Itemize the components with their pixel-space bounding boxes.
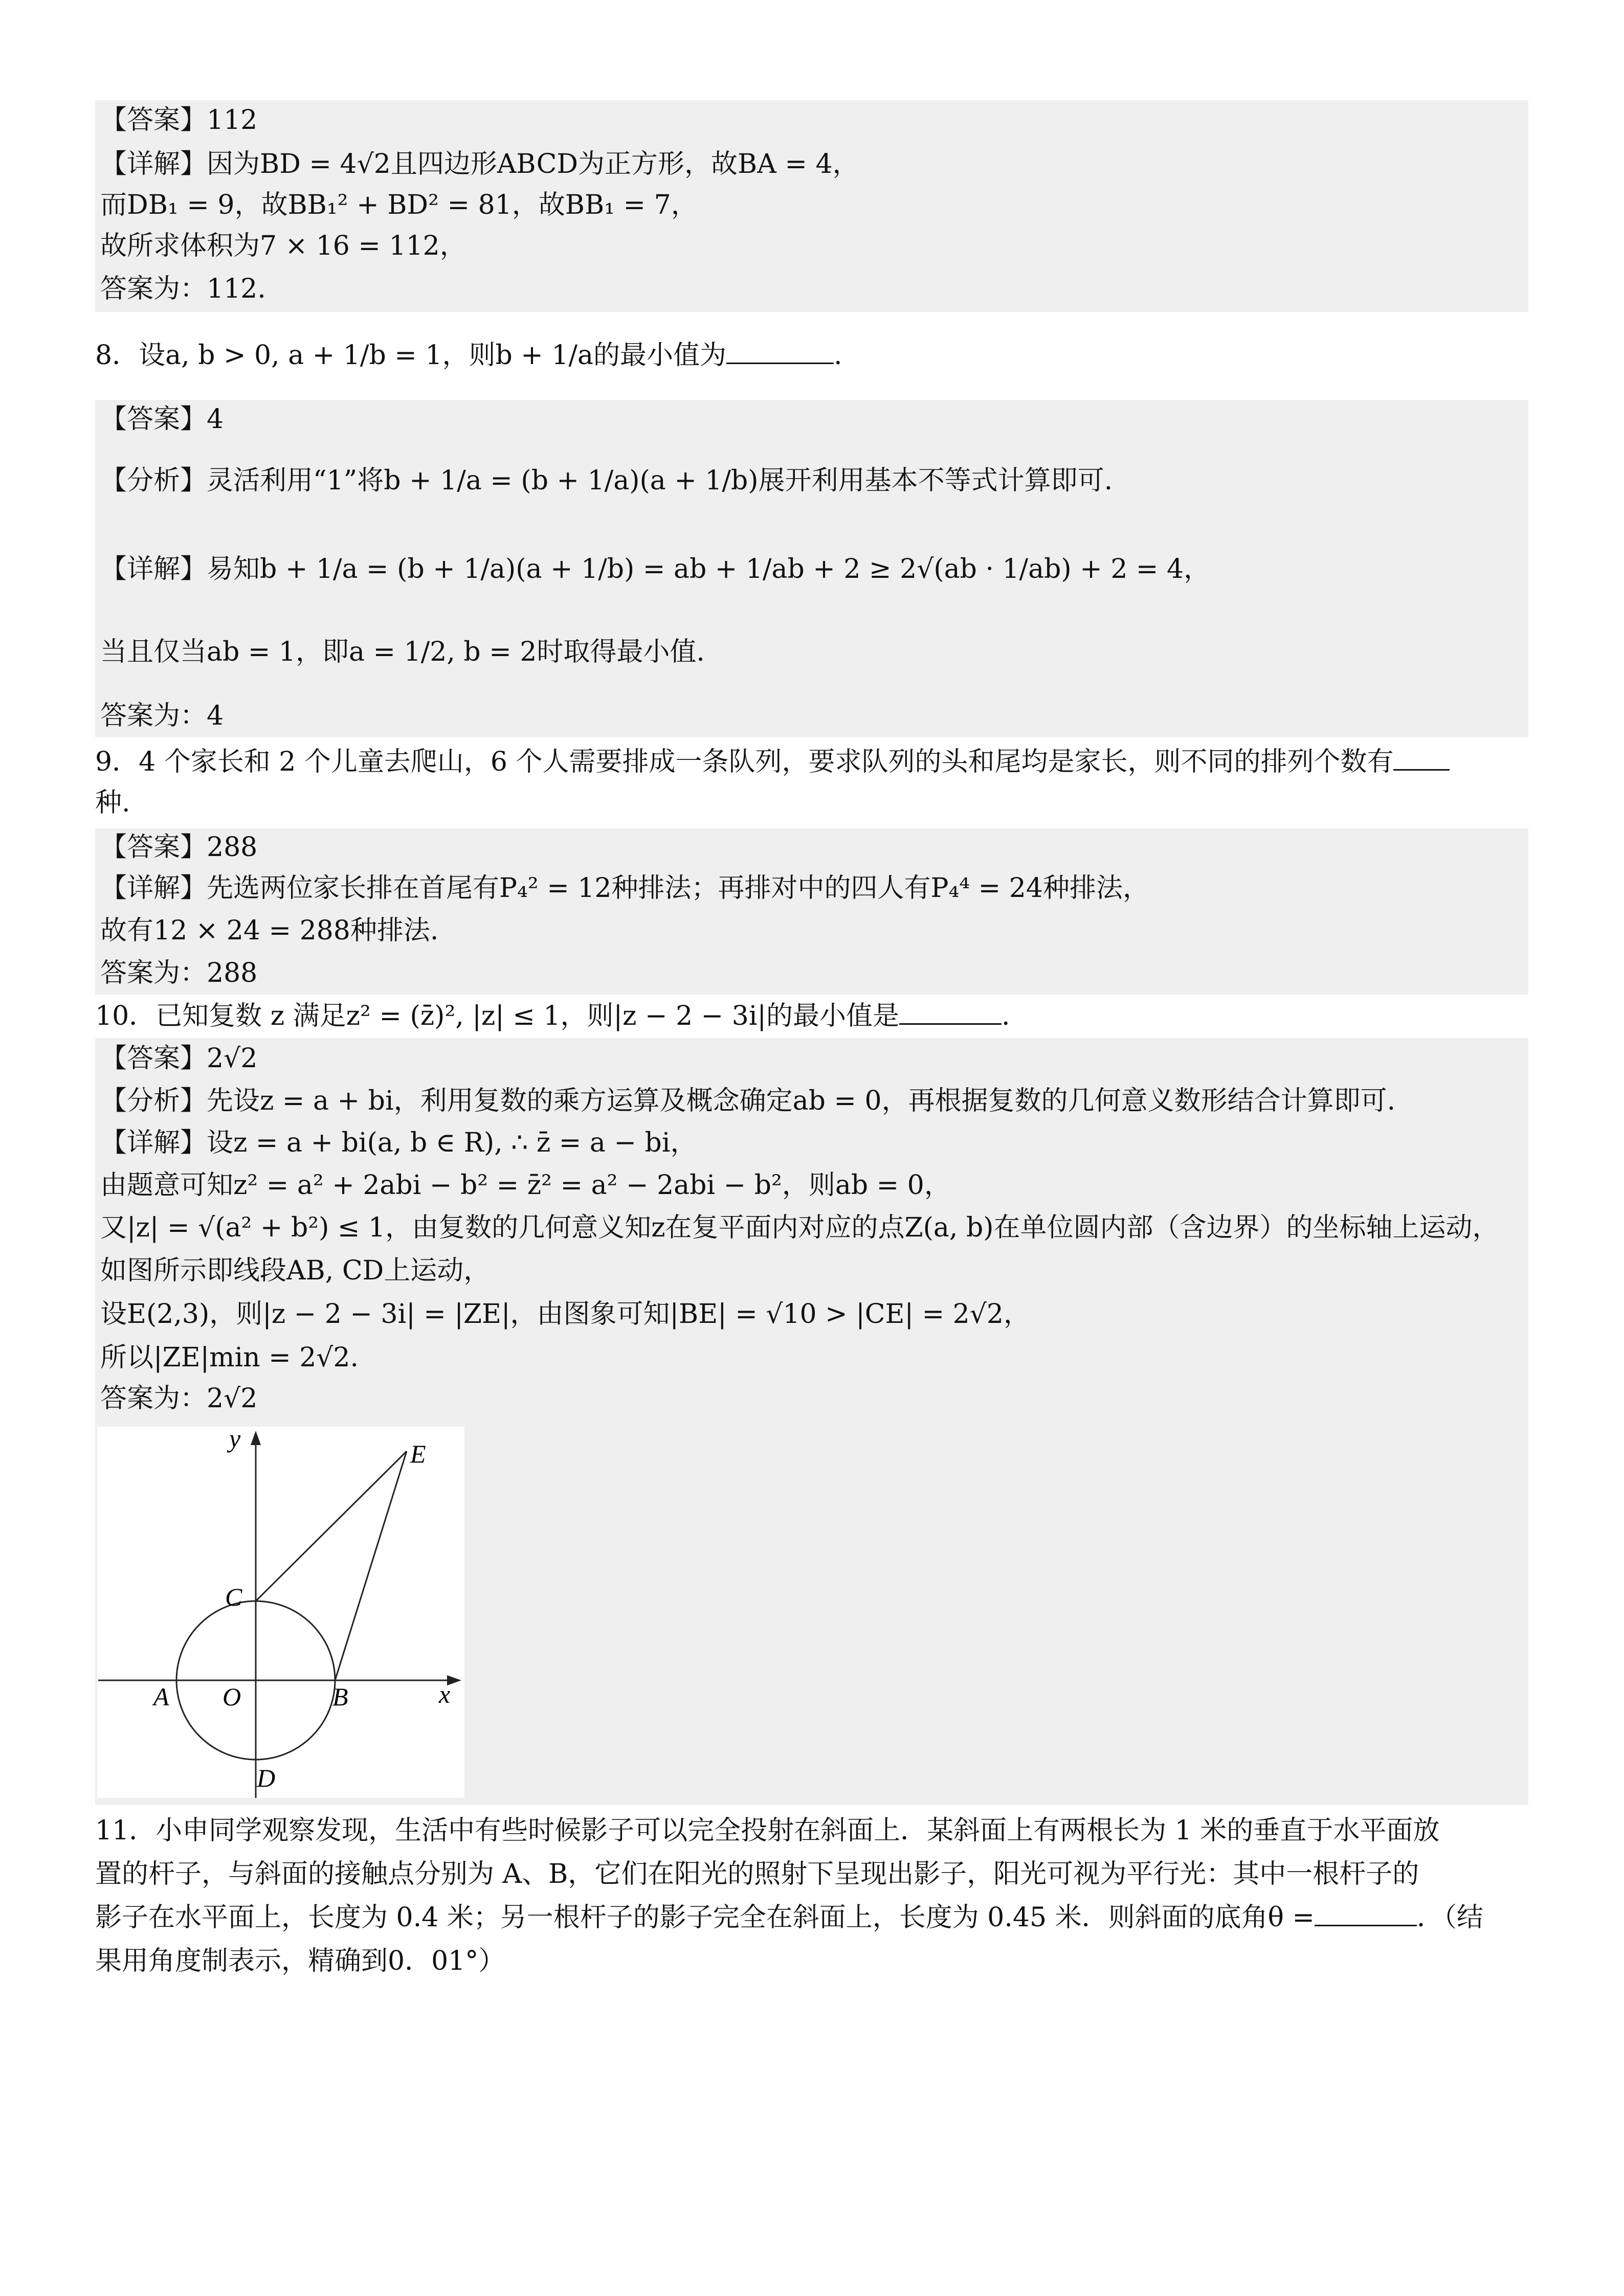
q10-detail-2: 由题意可知z² = a² + 2abi − b² = z̄² = a² − 2abi − b²，则ab = 0， [100, 1170, 951, 1201]
q11-line-3b: ．（结 [1417, 1902, 1484, 1933]
q11-line-3a: 影子在水平面上，长度为 0.4 米；另一根杆子的影子完全在斜面上，长度为 0.45 米．则斜面的底角θ = [95, 1902, 1315, 1933]
q7-detail-2: 而DB₁ = 9，故BB₁² + BD² = 81，故BB₁ = 7， [100, 190, 698, 220]
q10-question [95, 998, 1010, 1034]
q9-question-1 [95, 744, 1450, 780]
q9-detail-3: 答案为：288 [100, 958, 258, 988]
label-x: x [439, 1680, 451, 1708]
label-y: y [229, 1427, 241, 1453]
q11-answer-blank [1315, 1901, 1417, 1926]
q8-detail-2: 当且仅当ab = 1，即a = 1/2, b = 2时取得最小值. [100, 637, 705, 667]
q9-detail-1: 【详解】先选两位家长排在首尾有P₄² = 12种排法；再排对中的四人有P₄⁴ = 24种排法， [100, 873, 1149, 904]
q8-question [95, 337, 842, 373]
q8-detail-3: 答案为：4 [100, 701, 224, 731]
q9-question-2: 种. [95, 787, 130, 818]
q10-detail-7: 答案为：2√2 [100, 1383, 258, 1414]
q10-figure [97, 1427, 464, 1798]
label-o: O [223, 1682, 241, 1711]
q8-detail-1: 【详解】易知b + 1/a = (b + 1/a)(a + 1/b) = ab + 1/ab + 2 ≥ 2√(ab · 1/ab) + 2 = 4， [100, 554, 1211, 584]
q9-answer-box [95, 828, 1528, 995]
q9-question-text: 9．4 个家长和 2 个儿童去爬山，6 个人需要排成一条队列，要求队列的头和尾均是家长，则不同的排列个数有 [95, 747, 1394, 777]
q10-answer: 【答案】2√2 [100, 1043, 258, 1074]
q7-detail-3: 故所求体积为7 × 16 = 112， [100, 231, 466, 261]
label-d: D [257, 1764, 276, 1792]
q11-line-4: 果用角度制表示，精确到0．01°） [95, 1946, 505, 1976]
q10-detail-6: 所以|ZE|min = 2√2. [100, 1342, 359, 1373]
q10-detail-4: 如图所示即线段AB, CD上运动， [100, 1255, 491, 1286]
label-a: A [153, 1682, 169, 1711]
label-e: E [410, 1439, 426, 1468]
q9-answer-blank [1393, 746, 1450, 771]
label-c: C [225, 1583, 242, 1611]
q10-question-text: 10．已知复数 z 满足z² = (z̄)², |z| ≤ 1，则|z − 2 − 3i|的最小值是 [95, 1001, 900, 1031]
q10-detail-1: 【详解】设z = a + bi(a, b ∈ R), ∴ z̄ = a − bi， [100, 1128, 697, 1158]
q10-detail-3: 又|z| = √(a² + b²) ≤ 1，由复数的几何意义知z在复平面内对应的点Z(a, b)在单位圆内部（含边界）的坐标轴上运动， [100, 1212, 1499, 1243]
q11-line-3 [95, 1900, 1483, 1935]
q7-detail-4: 答案为：112. [100, 274, 266, 304]
q10-figure-svg [97, 1427, 464, 1798]
label-b: B [332, 1682, 348, 1711]
q8-question-end: . [833, 340, 842, 371]
q11-line-2: 置的杆子，与斜面的接触点分别为 A、B，它们在阳光的照射下呈现出影子，阳光可视为平行光：其中一根杆子的 [95, 1859, 1419, 1889]
q10-detail-5: 设E(2,3)，则|z − 2 − 3i| = |ZE|，由图象可知|BE| = √10 > |CE| = 2√2， [100, 1299, 1030, 1330]
q7-detail-1: 【详解】因为BD = 4√2且四边形ABCD为正方形，故BA = 4， [100, 149, 859, 179]
q10-analysis: 【分析】先设z = a + bi，利用复数的乘方运算及概念确定ab = 0，再根据复数的几何意义数形结合计算即可. [100, 1086, 1396, 1116]
q10-answer-blank [899, 1000, 1002, 1025]
q8-question-text: 8．设a, b > 0, a + 1/b = 1，则b + 1/a的最小值为 [95, 340, 726, 371]
q8-answer-blank [726, 339, 834, 364]
q11-line-1: 11．小申同学观察发现，生活中有些时候影子可以完全投射在斜面上．某斜面上有两根长为 1 米的垂直于水平面放 [95, 1815, 1440, 1846]
q10-question-end: . [1002, 1001, 1010, 1031]
q7-answer: 【答案】112 [100, 105, 258, 136]
q8-answer: 【答案】4 [100, 404, 224, 435]
q9-detail-2: 故有12 × 24 = 288种排法. [100, 915, 439, 946]
q9-answer: 【答案】288 [100, 832, 258, 863]
q8-analysis: 【分析】灵活利用“1”将b + 1/a = (b + 1/a)(a + 1/b)展开利用基本不等式计算即可. [100, 465, 1113, 496]
